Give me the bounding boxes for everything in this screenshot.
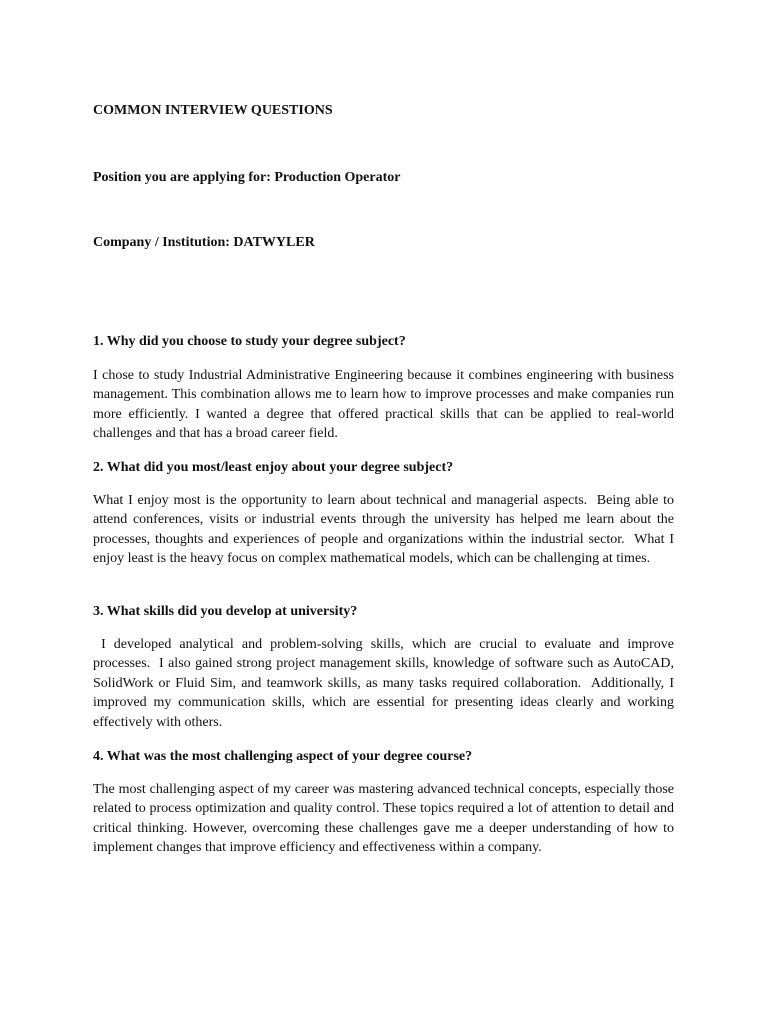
answer-4: The most challenging aspect of my career was mastering advanced technical concepts, especially those related to process optimization and quality control. These topics required a lot of attention to detail and critical thinking. However, overcoming these challenges gave me a deeper understanding of how to implement changes that improve efficiency and effectiveness within a company. [93,782,678,856]
answer-1: I chose to study Industrial Administrative Engineering because it combines engineering with business management. This combination allows me to learn how to improve processes and make companies run more efficiently. I wanted a degree that offered practical skills that can be applied to real-world challenges and that has a broad career field. [93,368,678,442]
position-line: Position you are applying for: Production Operator [93,170,401,185]
question-4: 4. What was the most challenging aspect of your degree course? [93,749,473,764]
question-3: 3. What skills did you develop at university? [93,604,358,619]
question-2: 2. What did you most/least enjoy about your degree subject? [93,460,454,475]
company-line: Company / Institution: DATWYLER [93,235,315,250]
document-title: COMMON INTERVIEW QUESTIONS [93,103,333,118]
question-1: 1. Why did you choose to study your degree subject? [93,334,406,349]
answer-3: I developed analytical and problem-solving skills, which are crucial to evaluate and improve processes. I also gained strong project management skills, knowledge of software such as AutoCAD, SolidWork or Fluid Sim, and teamwork skills, as many tasks required collaboration. Additionally, I improved my communication skills, which are essential for presenting ideas clearly and working effectively with others. [93,637,678,730]
answer-2: What I enjoy most is the opportunity to learn about technical and managerial aspects. Being able to attend conferences, visits or industrial events through the university has helped me learn about the processes, thoughts and experiences of people and organizations within the industrial sector. What I enjoy least is the heavy focus on complex mathematical models, which can be challenging at times. [93,493,678,567]
